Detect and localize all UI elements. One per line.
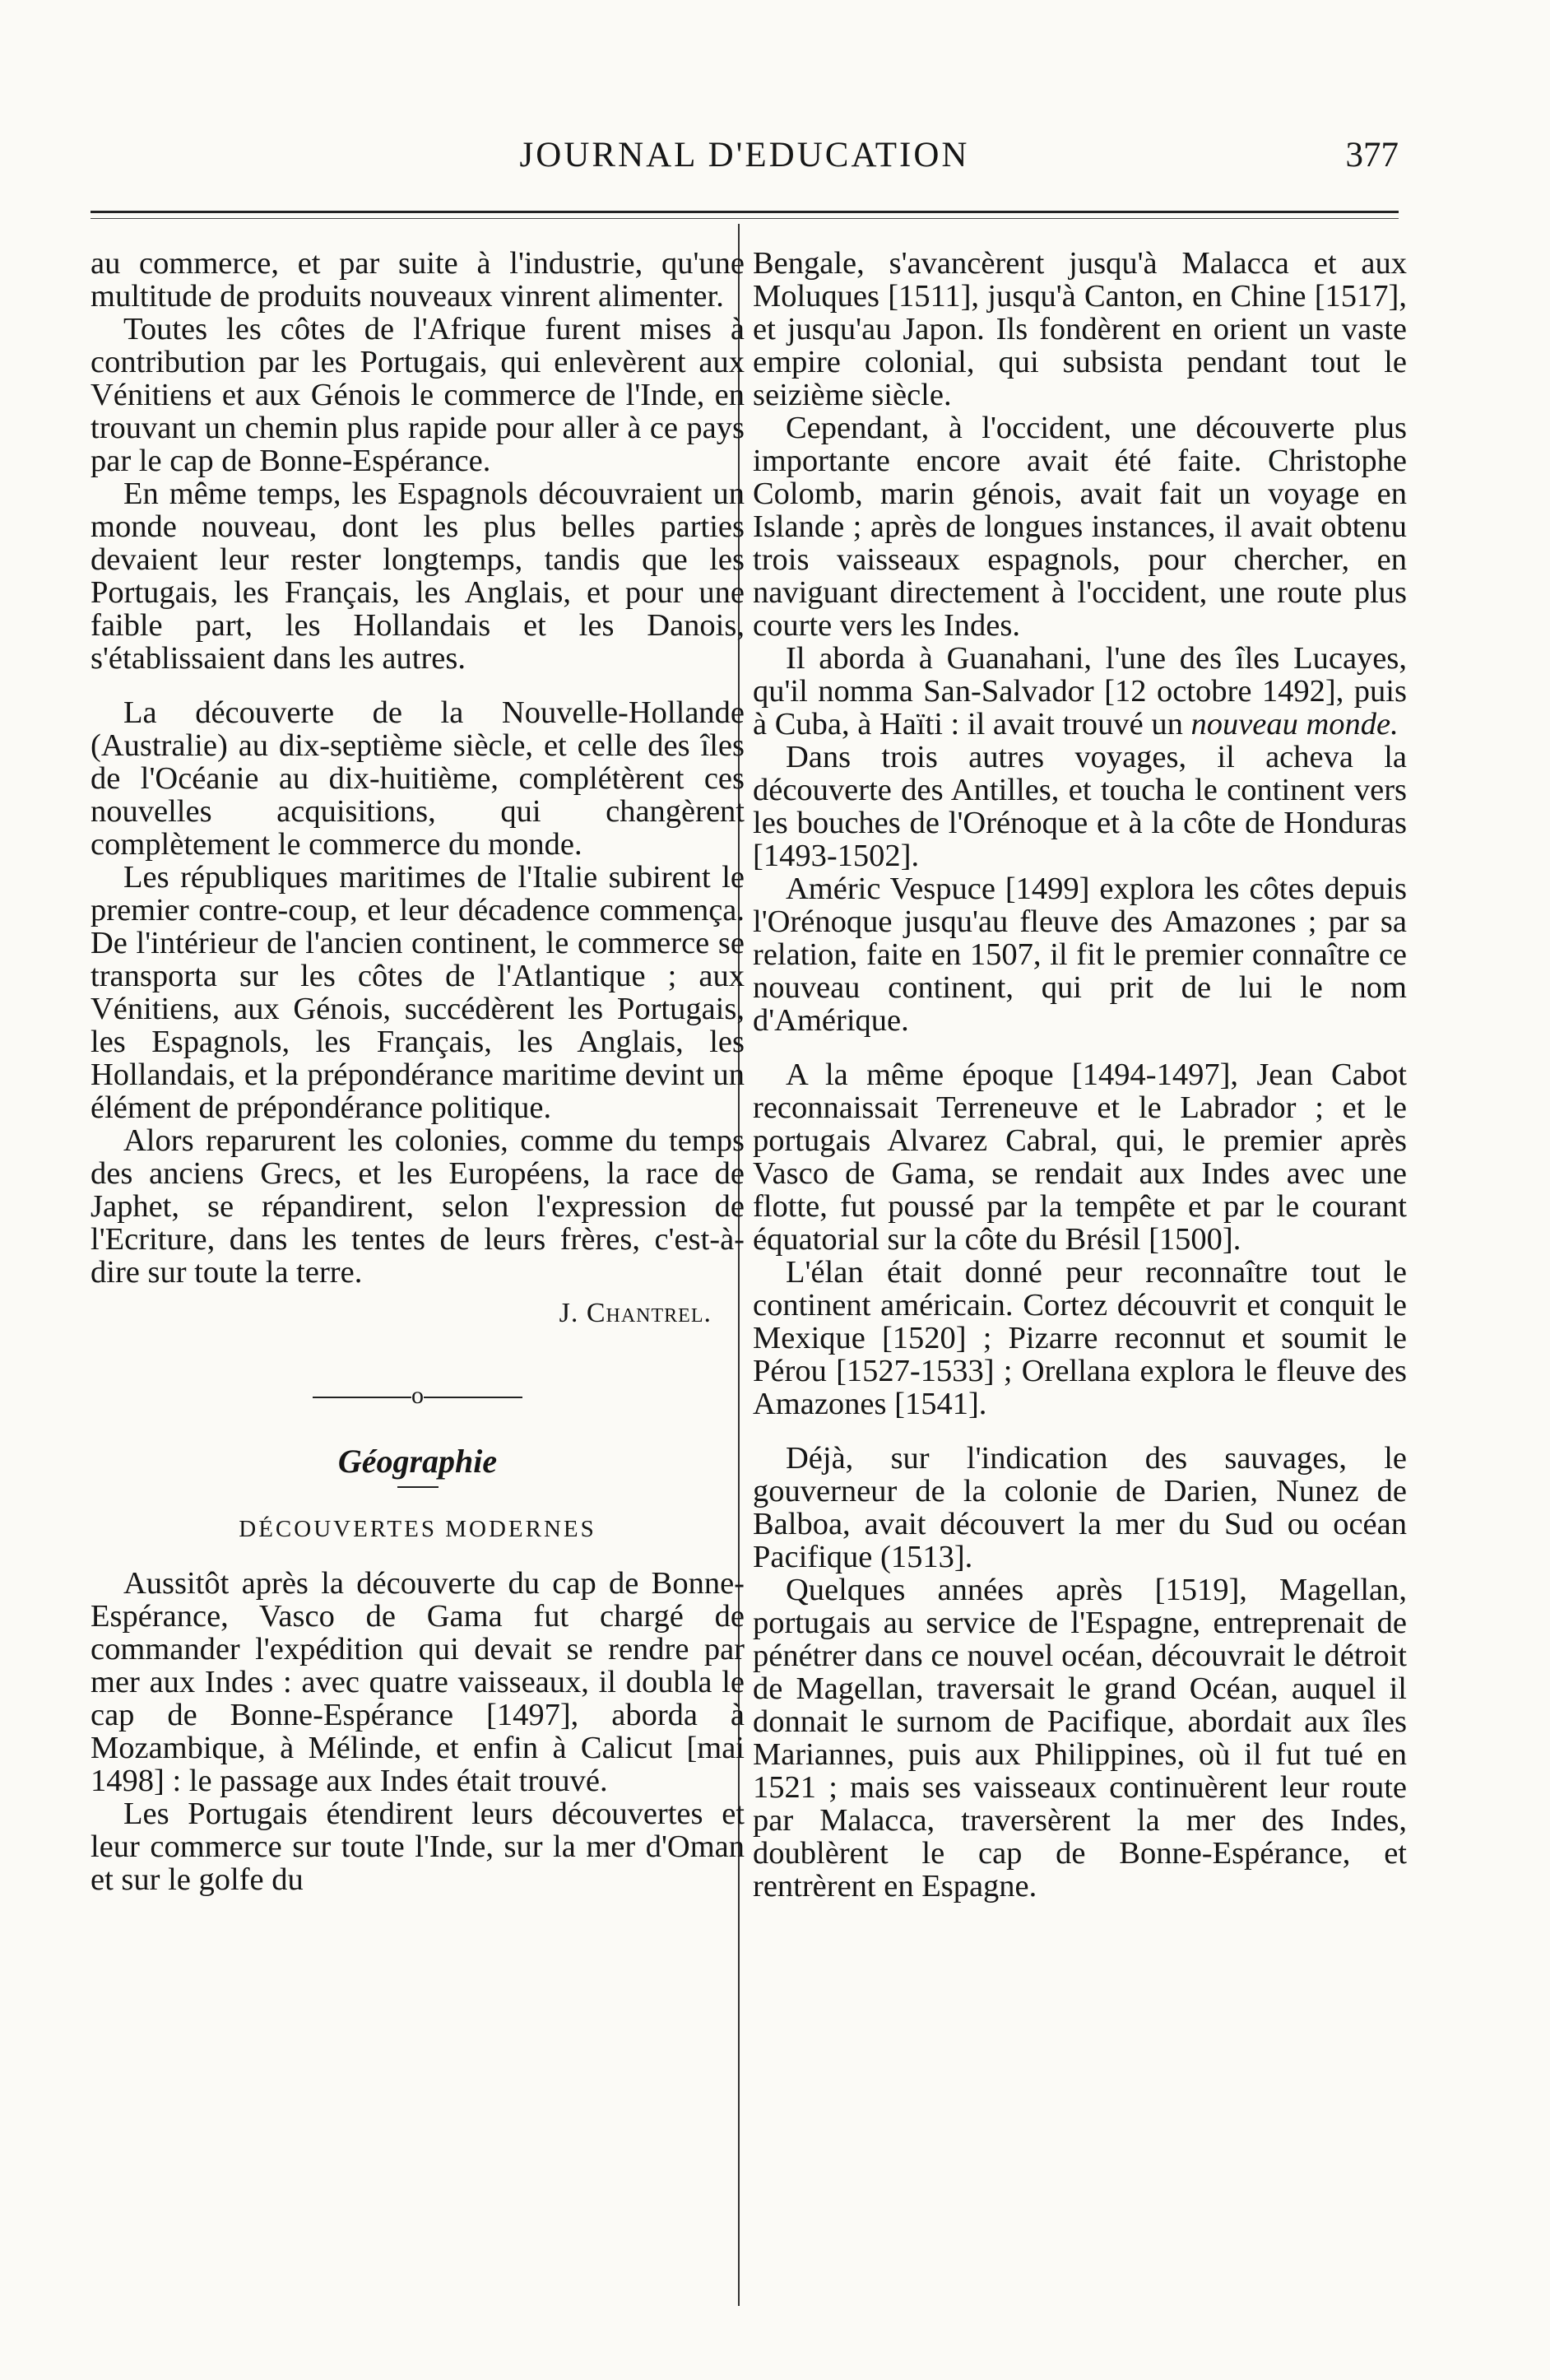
paragraph: Toutes les côtes de l'Afrique furent mises à contribution par les Portugais, qui enlevèrent aux Vénitiens et aux Génois le commerce de l'Inde, en trouvant un chemin plus rapide pour aller à ce pays par le cap de Bonne-Espérance. bbox=[90, 312, 745, 478]
paragraph: Bengale, s'avancèrent jusqu'à Malacca et aux Moluques [1511], jusqu'à Canton, en Chine [1517], et jusqu'au Japon. Ils fondèrent en orient un vaste empire colonial, qui subsista pendant tout le seizième siècle. bbox=[753, 246, 1407, 412]
section-subtitle: DÉCOUVERTES MODERNES bbox=[239, 1516, 596, 1542]
author-signature: J. Chantrel. bbox=[559, 1298, 712, 1328]
paragraph: L'élan était donné peur reconnaître tout le continent américain. Cortez découvrit et conquit le Mexique [1520] ; Pizarre reconnut et soumit le Pérou [1527-1533] ; Orellana explora le fleuve des Amazones [1541]. bbox=[753, 1255, 1407, 1421]
paragraph: Les Portugais étendirent leurs découvertes et leur commerce sur toute l'Inde, sur la mer d'Oman et sur le golfe du bbox=[90, 1797, 745, 1897]
separator-mark: o bbox=[411, 1382, 424, 1409]
page-number: 377 bbox=[1345, 136, 1399, 174]
paragraph: Les républiques maritimes de l'Italie subirent le premier contre-coup, et leur décadence commença. De l'intérieur de l'ancien continent, le commerce se transporta sur les côtes de l'Atlantique ; aux Vénitiens, aux Génois, succédèrent les Portugais, les Espagnols, les Français, les Anglais, les Hollandais, et la prépondérance maritime devint un élément de prépondérance politique. bbox=[90, 860, 745, 1125]
paragraph-text: Il aborda à Guanahani, l'une des îles Lucayes, qu'il nomma San-Salvador [12 octobre 1492], puis à Cuba, à Haïti : il avait trouvé un bbox=[753, 641, 1407, 741]
page-header bbox=[90, 130, 1399, 188]
section-title: Géographie bbox=[337, 1443, 498, 1480]
paragraph: Quelques années après [1519], Magellan, portugais au service de l'Espagne, entreprenait de pénétrer dans ce nouvel océan, découvrait le détroit de Magellan, traversait le grand Océan, auquel il donnait le surnom de Pacifique, abordait aux îles Mariannes, puis aux Philippines, où il fut tué en 1521 ; mais ses vaisseaux continuèrent leur route par Malacca, traversèrent la mer des Indes, doublèrent le cap de Bonne-Espérance, et rentrèrent en Espagne. bbox=[753, 1573, 1407, 1904]
title-rule bbox=[397, 1486, 439, 1488]
paragraph: En même temps, les Espagnols découvraient un monde nouveau, dont les plus belles parties devaient leur rester longtemps, tandis que les Portugais, les Français, les Anglais, et pour une faible part, les Hollandais et les Danois, s'établissaient dans les autres. bbox=[90, 476, 745, 676]
header-rule bbox=[90, 211, 1399, 219]
right-column bbox=[753, 247, 1407, 1903]
paragraph: au commerce, et par suite à l'industrie, qu'une multitude de produits nouveaux vinrent alimenter. bbox=[90, 246, 745, 314]
left-column bbox=[90, 247, 745, 1896]
paragraph: Améric Vespuce [1499] explora les côtes depuis l'Orénoque jusqu'au fleuve des Amazones ; par sa relation, faite en 1507, il fit le premier connaître ce nouveau continent, qui prit de lui le nom d'Amérique. bbox=[753, 872, 1407, 1038]
running-title: JOURNAL D'EDUCATION bbox=[519, 136, 970, 174]
paragraph: Aussitôt après la découverte du cap de Bonne-Espérance, Vasco de Gama fut chargé de commander l'expédition qui devait se rendre par mer aux Indes : avec quatre vaisseaux, il doubla le cap de Bonne-Espérance [1497], aborda à Mozambique, à Mélinde, et enfin à Calicut [mai 1498] : le passage aux Indes était trouvé. bbox=[90, 1566, 745, 1798]
paragraph bbox=[753, 642, 1407, 741]
paragraph: Alors reparurent les colonies, comme du temps des anciens Grecs, et les Européens, la race de Japhet, se répandirent, selon l'expression de l'Ecriture, dans les tentes de leurs frères, c'est-à-dire sur toute la terre. bbox=[90, 1123, 745, 1290]
paragraph: A la même époque [1494-1497], Jean Cabot reconnaissait Terreneuve et le Labrador ; et le portugais Alvarez Cabral, qui, le premier après Vasco de Gama, se rendait aux Indes avec une flotte, fut poussé par la tempête et par le courant équatorial sur la côte du Brésil [1500]. bbox=[753, 1058, 1407, 1257]
paragraph: Déjà, sur l'indication des sauvages, le gouverneur de la colonie de Darien, Nunez de Balboa, avait découvert la mer du Sud ou océan Pacifique (1513]. bbox=[753, 1441, 1407, 1574]
paragraph: La découverte de la Nouvelle-Hollande (Australie) au dix-septième siècle, et celle des îles de l'Océanie au dix-huitième, complétèrent ces nouvelles acquisitions, qui changèrent complètement le commerce du monde. bbox=[90, 695, 745, 862]
paragraph: Cependant, à l'occident, une découverte plus importante encore avait été faite. Christophe Colomb, marin génois, avait fait un voyage en Islande ; après de longues instances, il avait obtenu trois vaisseaux espagnols, pour chercher, en naviguant directement à l'occident, une route plus courte vers les Indes. bbox=[753, 411, 1407, 643]
section-separator bbox=[90, 1379, 745, 1412]
paragraph: Dans trois autres voyages, il acheva la découverte des Antilles, et toucha le continent vers les bouches de l'Orénoque et à la côte de Honduras [1493-1502]. bbox=[753, 740, 1407, 873]
emphasis: nouveau monde. bbox=[1190, 707, 1399, 741]
